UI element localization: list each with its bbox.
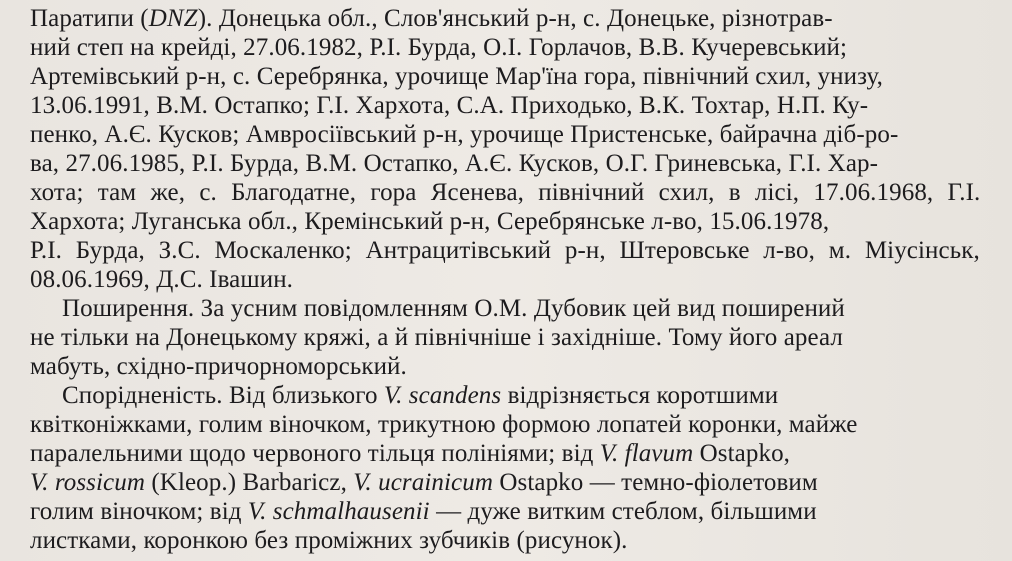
text-line-7 (30, 178, 980, 208)
text-line-3 (30, 62, 883, 92)
text-segment: мабуть, східно-причорноморський. (30, 353, 407, 380)
text-segment: Артемівський р-н, с. Серебрянка, урочище Мар'їна гора, північний схил, унизу, (30, 63, 883, 90)
text-segment: ). Донецька обл., Слов'янський р-н, с. Донецьке, різнотрав- (197, 5, 833, 32)
text-line-4 (30, 91, 868, 121)
text-segment: (Kleop.) Barbaricz, (145, 469, 354, 496)
italic-taxon-name: DNZ (148, 5, 198, 32)
text-segment: паралельними щодо червоного тільця полініями; від (30, 440, 600, 467)
text-line-9 (30, 236, 980, 266)
text-segment: листками, коронкою без проміжних зубчиків (рисунок). (30, 527, 628, 554)
text-line-10 (30, 265, 293, 295)
text-segment: голим віночком; від (30, 498, 248, 525)
text-segment: — дуже витким стеблом, більшими (429, 498, 817, 525)
paragraph-distribution-start (62, 294, 845, 324)
text-line-12 (30, 323, 843, 353)
italic-taxon-name: V. scandens (383, 382, 502, 409)
text-segment: хота; там же, с. Благодатне, гора Ясенева, північний схил, в лісі, 17.06.1968, Г.І. (30, 179, 981, 206)
text-line-16 (30, 439, 790, 469)
text-line-19 (30, 526, 628, 556)
text-line-8 (30, 207, 829, 237)
text-segment: 08.06.1969, Д.С. Івашин. (30, 266, 294, 293)
text-line-17 (30, 468, 818, 498)
paragraph-affinity-start (62, 381, 778, 411)
text-line-18 (30, 497, 817, 527)
italic-taxon-name: V. flavum (599, 440, 694, 467)
text-segment: Ostapko — темно-фіолетовим (493, 469, 818, 496)
text-segment: пенко, А.Є. Кусков; Амвросіївський р-н, урочище Пристенське, байрачна діб-ро- (30, 121, 899, 148)
text-segment: Поширення. За усним повідомленням О.М. Дубовик цей вид поширений (62, 295, 845, 322)
text-segment: не тільки на Донецькому кряжі, а й північніше і західніше. Тому його ареал (30, 324, 843, 351)
text-segment: Хархота; Луганська обл., Кремінський р-н, Серебрянське л-во, 15.06.1978, (30, 208, 830, 235)
text-segment: квітконіжками, голим віночком, трикутною формою лопатей коронки, майже (30, 411, 858, 438)
text-segment: ва, 27.06.1985, Р.І. Бурда, В.М. Остапко, А.Є. Кусков, О.Г. Гриневська, Г.І. Хар- (30, 150, 879, 177)
text-line-2 (30, 33, 847, 63)
text-segment: Ostapko, (693, 440, 791, 467)
text-segment: Р.І. Бурда, З.С. Москаленко; Антрацитівський р-н, Штеровське л-во, м. Міусінськ, (30, 237, 980, 264)
text-line-1 (30, 4, 833, 34)
italic-taxon-name: V. ucrainicum (353, 469, 493, 496)
text-segment: відрізняється коротшими (501, 382, 779, 409)
text-line-5 (30, 120, 898, 150)
text-segment: Спорідненість. Від близького (62, 382, 384, 409)
text-line-15 (30, 410, 857, 440)
text-segment: Паратипи ( (30, 5, 149, 32)
text-segment: ний степ на крейді, 27.06.1982, Р.І. Бурда, О.І. Горлачов, В.В. Кучеревський; (30, 34, 848, 61)
text-segment: 13.06.1991, В.М. Остапко; Г.І. Хархота, С.А. Приходько, В.К. Тохтар, Н.П. Ку- (30, 92, 869, 119)
italic-taxon-name: V. schmalhausenii (247, 498, 430, 525)
italic-taxon-name: V. rossicum (30, 469, 146, 496)
text-line-6 (30, 149, 878, 179)
text-line-13 (30, 352, 407, 382)
